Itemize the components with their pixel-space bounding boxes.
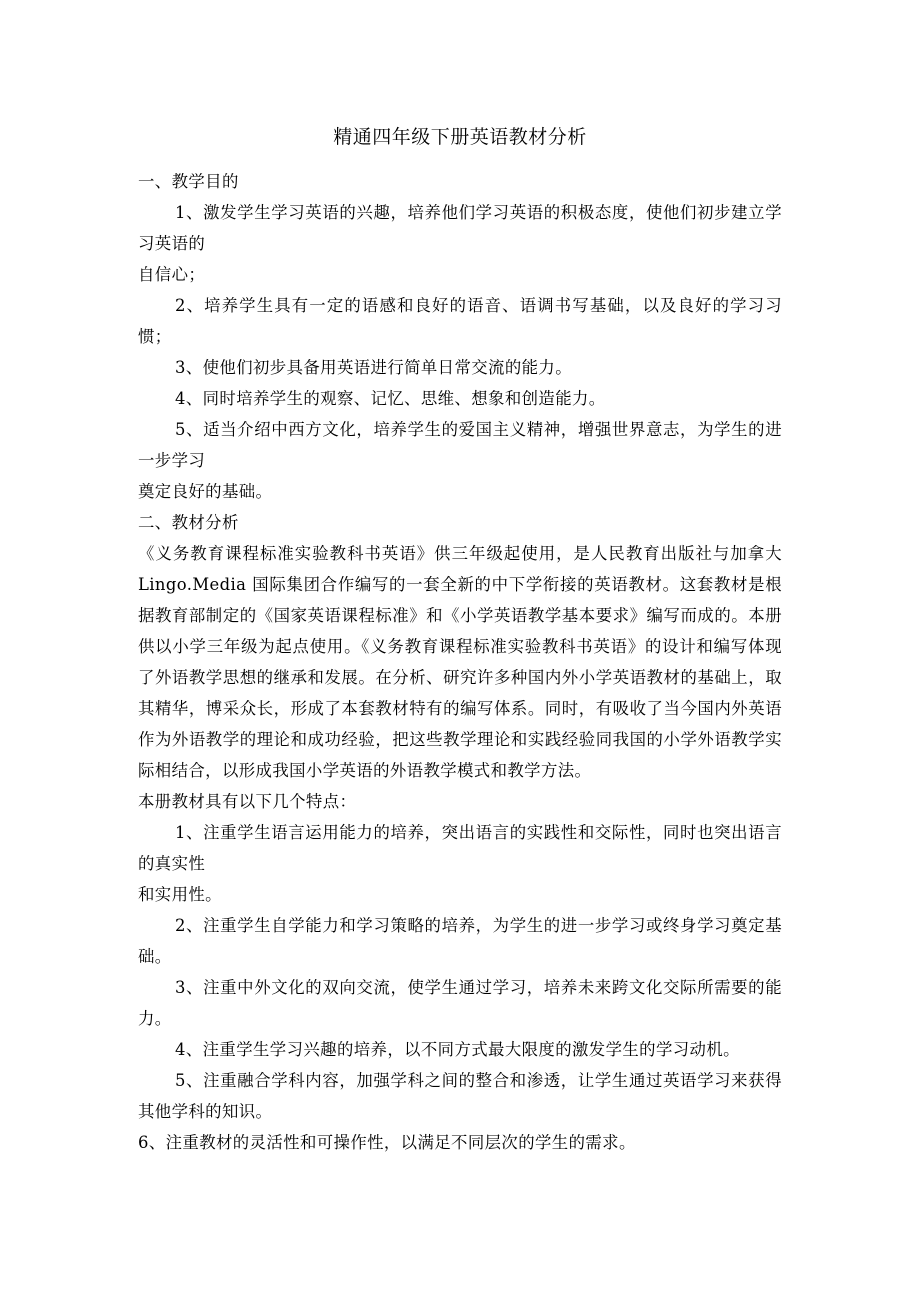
feature-item-1-continuation: 和实用性。 [138,885,222,904]
goal-item-5-continuation: 奠定良好的基础。 [138,482,273,501]
goal-item-5: 5、适当介绍中西方文化，培养学生的爱国主义精神，增强世界意志，为学生的进一步学习 [138,420,782,470]
analysis-paragraph: 《义务教育课程标准实验教科书英语》供三年级起使用，是人民教育出版社与加拿大 Lingo.Media 国际集团合作编写的一套全新的中下学衔接的英语教材。这套教材是根据教育部制定的《国家英语课程标准》和《小学英语教学基本要求》编写而成的。本册供以小学三年级为起点使用。《义务教育课程标准实验教科书英语》的设计和编写体现了外语教学思想的继承和发展。在分析、研究许多种国内外小学英语教材的基础上，取其精华，博采众长，形成了本套教材特有的编写体系。同时，有吸收了当今国内外英语作为外语教学的理论和成功经验，把这些教学理论和实践经验同我国的小学外语教学实际相结合，以形成我国小学英语的外语教学模式和教学方法。 [138,544,782,780]
feature-item-4: 4、注重学生学习兴趣的培养，以不同方式最大限度的激发学生的学习动机。 [175,1040,740,1059]
feature-item-6: 6、注重教材的灵活性和可操作性，以满足不同层次的学生的需求。 [138,1133,636,1152]
feature-item-1: 1、注重学生语言运用能力的培养，突出语言的实践性和交际性，同时也突出语言的真实性 [138,823,782,873]
features-intro: 本册教材具有以下几个特点： [138,792,357,811]
goal-item-4: 4、同时培养学生的观察、记忆、思维、想象和创造能力。 [175,389,606,408]
section-heading-textbook-analysis: 二、教材分析 [138,513,239,532]
section-heading-teaching-goals: 一、教学目的 [138,172,239,191]
goal-item-2: 2、培养学生具有一定的语感和良好的语音、语调书写基础，以及良好的学习习惯； [138,296,782,346]
goal-item-1: 1、激发学生学习英语的兴趣，培养他们学习英语的积极态度，使他们初步建立学习英语的 [138,203,782,253]
document-body [138,166,782,1158]
goal-item-1-continuation: 自信心； [138,265,206,284]
goal-item-3: 3、使他们初步具备用英语进行简单日常交流的能力。 [175,358,573,377]
feature-item-2: 2、注重学生自学能力和学习策略的培养，为学生的进一步学习或终身学习奠定基础。 [138,916,782,966]
feature-item-5: 5、注重融合学科内容，加强学科之间的整合和渗透，让学生通过英语学习来获得其他学科的知识。 [138,1071,782,1121]
feature-item-3: 3、注重中外文化的双向交流，使学生通过学习，培养未来跨文化交际所需要的能力。 [138,978,782,1028]
document-title: 精通四年级下册英语教材分析 [333,126,587,148]
